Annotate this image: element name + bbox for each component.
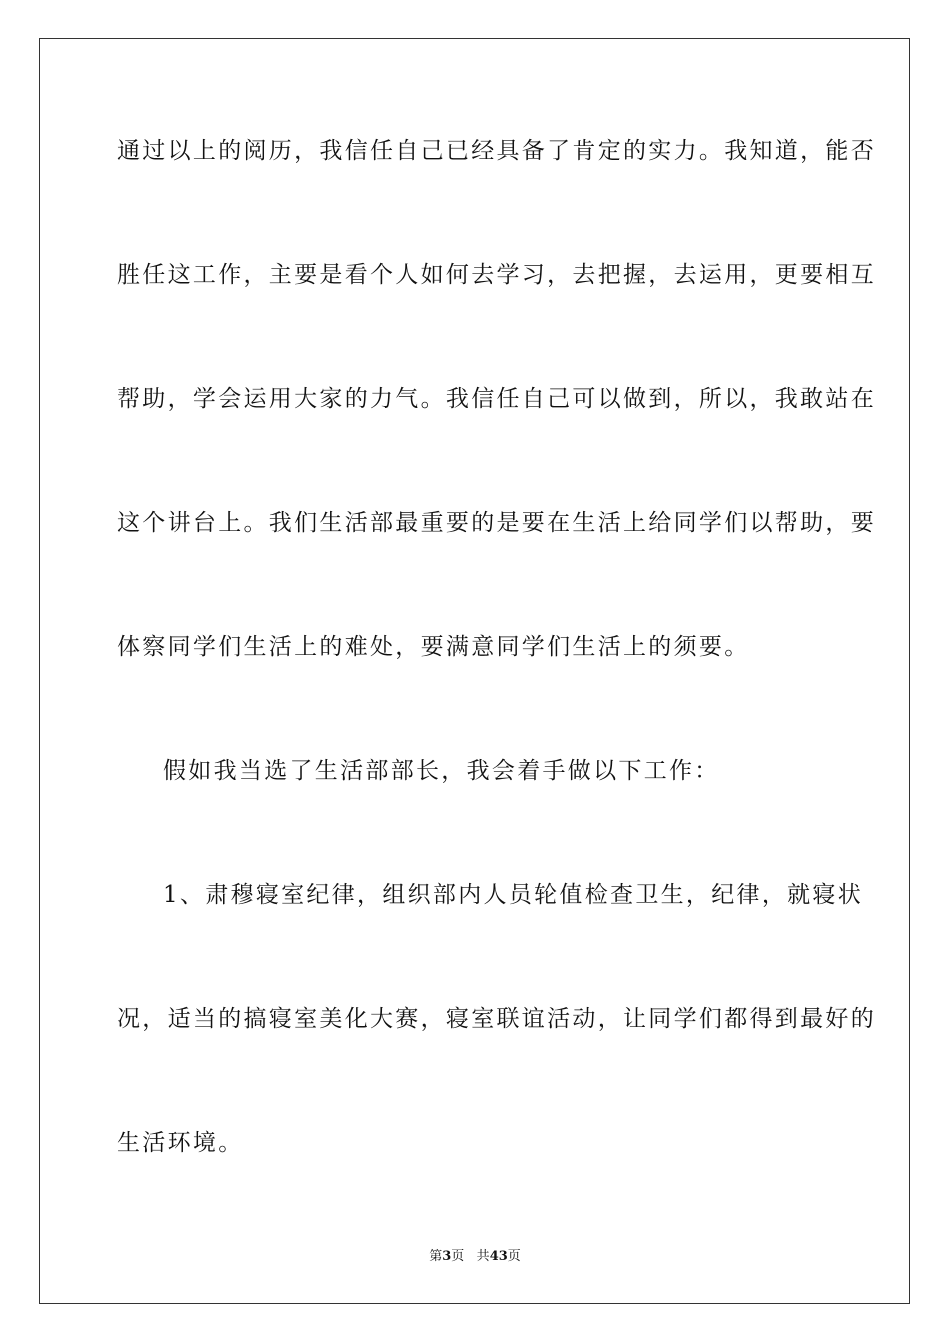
footer-page-number: 3 [442, 1249, 452, 1264]
body-line-4: 这个讲台上。我们生活部最重要的是要在生活上给同学们以帮助，要 [117, 510, 876, 536]
body-line-7: 1、肃穆寝室纪律，组织部内人员轮值检查卫生，纪律，就寝状 [163, 882, 864, 908]
body-line-2: 胜任这工作，主要是看个人如何去学习，去把握，去运用，更要相互 [117, 262, 876, 288]
body-line-9: 生活环境。 [117, 1130, 244, 1156]
page-footer [0, 1248, 950, 1266]
footer-total-suffix: 页 [507, 1249, 521, 1264]
body-line-1: 通过以上的阅历，我信任自己已经具备了肯定的实力。我知道，能否 [117, 138, 876, 164]
footer-total-prefix: 共 [476, 1249, 490, 1264]
body-line-3: 帮助，学会运用大家的力气。我信任自己可以做到，所以，我敢站在 [117, 386, 876, 412]
body-line-6: 假如我当选了生活部部长，我会着手做以下工作： [163, 758, 720, 784]
body-line-8: 况，适当的搞寝室美化大赛，寝室联谊活动，让同学们都得到最好的 [117, 1006, 876, 1032]
footer-page-prefix: 第 [429, 1249, 443, 1264]
page-border [39, 38, 910, 1304]
footer-total-pages: 43 [489, 1249, 508, 1264]
body-line-5: 体察同学们生活上的难处，要满意同学们生活上的须要。 [117, 634, 750, 660]
footer-page-suffix: 页 [451, 1249, 465, 1264]
